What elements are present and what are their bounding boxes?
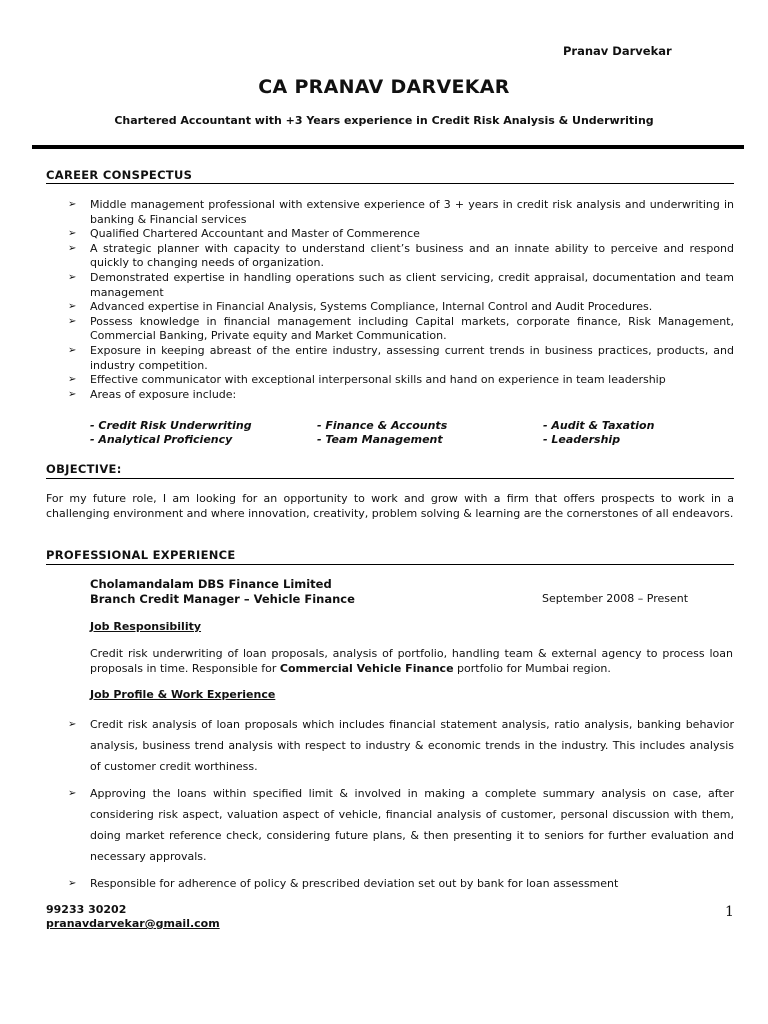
list-item: ➢ Demonstrated expertise in handling operations such as client servicing, credit appraisal, documentation and team management	[68, 270, 734, 299]
experience-heading: PROFESSIONAL EXPERIENCE	[46, 548, 236, 562]
company-name: Cholamandalam DBS Finance Limited	[90, 577, 332, 591]
arrow-bullet-icon: ➢	[68, 242, 77, 254]
experience-rule	[46, 564, 734, 565]
area-item: - Finance & Accounts	[317, 419, 448, 432]
area-item: - Team Management	[317, 432, 443, 446]
exposure-areas	[90, 419, 730, 446]
career-bullets	[68, 198, 734, 402]
area-item: - Analytical Proficiency	[90, 432, 233, 446]
job-dates: September 2008 – Present	[542, 592, 689, 605]
arrow-bullet-icon: ➢	[68, 719, 77, 730]
arrow-bullet-icon: ➢	[68, 301, 77, 313]
career-rule	[46, 183, 734, 184]
list-item: ➢ Credit risk analysis of loan proposals which includes financial statement analysis, ratio analysis, banking behavior analysis, business trend analysis with respect to industry & economic trends in the industry. This includes analysis of customer credit worthiness.	[68, 714, 734, 777]
areas-row	[90, 433, 730, 447]
arrow-bullet-icon: ➢	[68, 878, 77, 889]
list-item: ➢ Qualified Chartered Accountant and Master of Commerence	[68, 227, 420, 241]
job-role: Branch Credit Manager – Vehicle Finance	[90, 591, 355, 606]
areas-row	[90, 419, 730, 433]
arrow-bullet-icon: ➢	[68, 374, 77, 386]
job-profile-bullets	[68, 714, 734, 900]
arrow-bullet-icon: ➢	[68, 271, 77, 283]
list-item: ➢ A strategic planner with capacity to understand client’s business and an innate ability to perceive and respond quickly to changing needs of organization.	[68, 241, 734, 270]
resume-title: CA PRANAV DARVEKAR	[258, 76, 510, 98]
email-address[interactable]: pranavdarvekar@gmail.com	[46, 917, 220, 930]
arrow-bullet-icon: ➢	[68, 788, 77, 799]
header-name: Pranav Darvekar	[563, 44, 672, 58]
objective-text: For my future role, I am looking for an opportunity to work and grow with a firm that offers prospects to work in a challenging environment and where innovation, creativity, problem solving & learning are the cornerstones of all endeavors.	[46, 492, 734, 520]
arrow-bullet-icon: ➢	[68, 388, 77, 400]
list-item: ➢ Responsible for adherence of policy & prescribed deviation set out by bank for loan assessment	[68, 873, 734, 894]
header-divider	[32, 145, 744, 149]
job-responsibility-heading: Job Responsibility	[90, 620, 202, 633]
area-item: - Leadership	[543, 432, 621, 446]
resume-subtitle: Chartered Accountant with +3 Years experience in Credit Risk Analysis & Underwriting	[114, 114, 654, 127]
career-heading: CAREER CONSPECTUS	[46, 168, 193, 182]
page-number: 1	[725, 904, 734, 920]
phone-number: 99233 30202	[46, 903, 127, 916]
list-item: ➢ Exposure in keeping abreast of the entire industry, assessing current trends in business practices, products, and industry competition.	[68, 343, 734, 372]
area-item: - Credit Risk Underwriting	[90, 419, 252, 432]
list-item: ➢ Middle management professional with extensive experience of 3 + years in credit risk analysis and underwriting in banking & Financial services	[68, 198, 734, 226]
list-item: ➢ Areas of exposure include:	[68, 387, 237, 401]
area-item: - Audit & Taxation	[543, 419, 655, 432]
list-item: ➢ Effective communicator with exceptional interpersonal skills and hand on experience in team leadership	[68, 373, 666, 387]
contact-footer	[46, 903, 220, 931]
arrow-bullet-icon: ➢	[68, 199, 77, 210]
list-item: ➢ Advanced expertise in Financial Analysis, Systems Compliance, Internal Control and Audit Procedures.	[68, 300, 653, 314]
arrow-bullet-icon: ➢	[68, 344, 77, 356]
objective-heading: OBJECTIVE:	[46, 462, 122, 476]
job-responsibility-text: Credit risk underwriting of loan proposals, analysis of portfolio, handling team & external agency to process loan proposals in time. Responsible for Commercial Vehicle Finance portfolio for Mumbai region.	[90, 647, 733, 675]
list-item: ➢ Approving the loans within specified limit & involved in making a complete summary analysis on case, after considering risk aspect, valuation aspect of vehicle, financial analysis of customer, personal discussion with them, doing market reference check, considering future plans, & then presenting it to seniors for further evaluation and necessary approvals.	[68, 783, 734, 867]
objective-rule	[46, 478, 734, 479]
list-item: ➢ Possess knowledge in financial management including Capital markets, corporate finance, Risk Management, Commercial Banking, Private equity and Market Communication.	[68, 314, 734, 343]
company-block	[90, 577, 355, 606]
arrow-bullet-icon: ➢	[68, 315, 77, 327]
arrow-bullet-icon: ➢	[68, 228, 77, 240]
job-profile-heading: Job Profile & Work Experience	[90, 688, 276, 701]
